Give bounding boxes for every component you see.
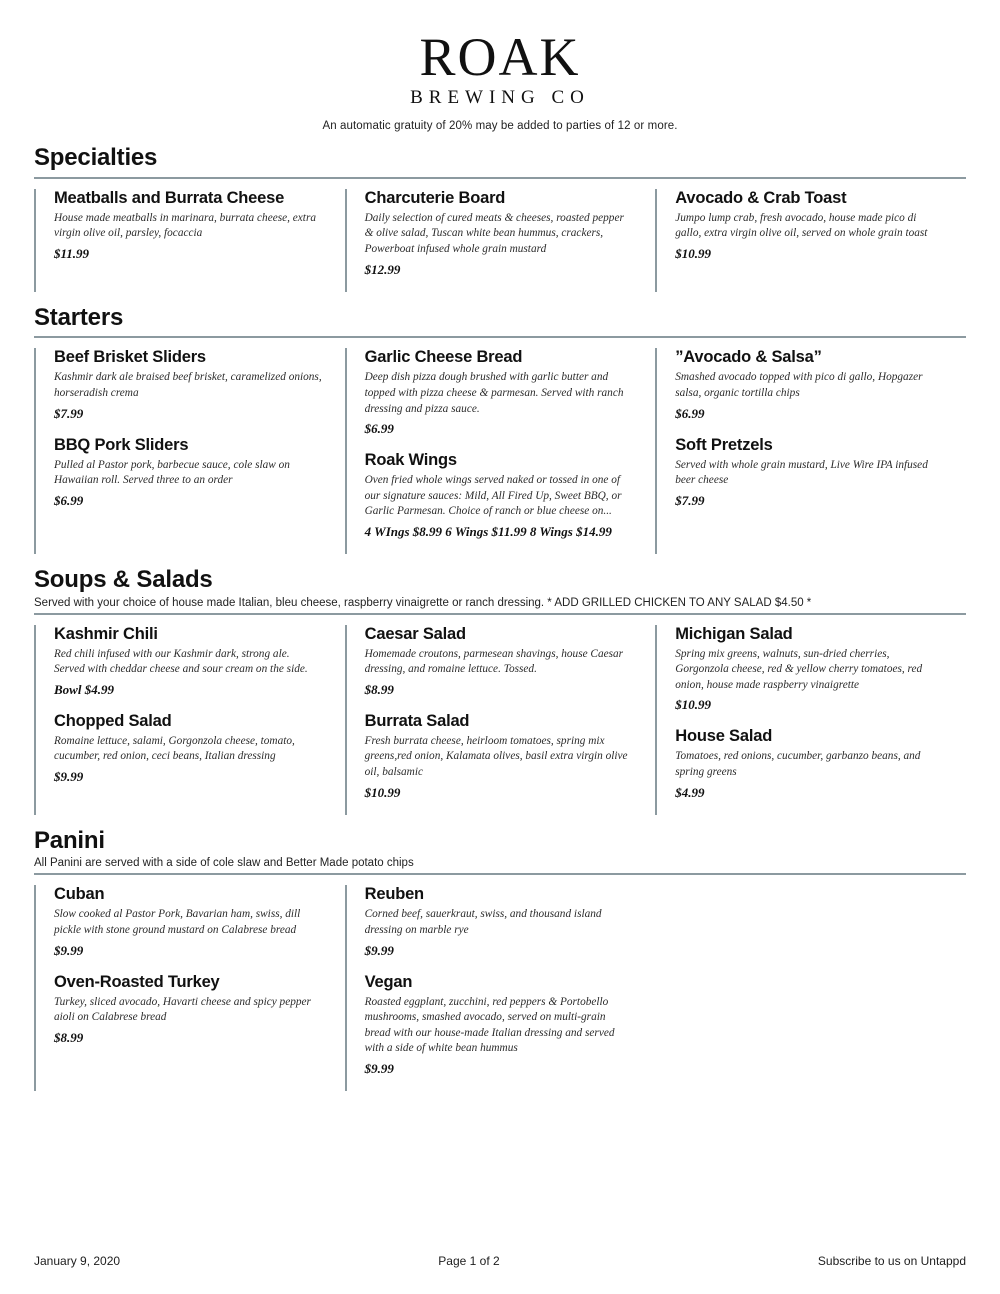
menu-item-description: Roasted eggplant, zucchini, red peppers & Portobello mushrooms, smashed avocado, served on multi-grain bread with our house-made Italian dressing and served with a side of white bean hummus xyxy=(364,995,615,1055)
menu-item-price: $8.99 xyxy=(364,681,394,697)
menu-section xyxy=(34,827,966,1091)
section-divider xyxy=(34,873,966,875)
menu-item-name: House Salad xyxy=(675,727,773,746)
menu-item-price: $9.99 xyxy=(364,942,394,958)
menu-item xyxy=(54,189,323,262)
menu-item-price: $7.99 xyxy=(675,492,705,508)
section-columns xyxy=(34,625,966,815)
menu-item-price: Bowl $4.99 xyxy=(54,681,114,697)
menu-item-price: $10.99 xyxy=(675,246,711,262)
section-columns xyxy=(34,348,966,553)
menu-item xyxy=(54,348,323,421)
menu-item xyxy=(54,973,323,1046)
brand-subtitle: BREWING CO xyxy=(410,87,590,109)
menu-item-description: Spring mix greens, walnuts, sun-dried cherries, Gorgonzola cheese, red & yellow cherry tomatoes, red onion, house made raspberry vinaigrette xyxy=(675,647,923,691)
menu-item-price: $6.99 xyxy=(364,421,394,437)
footer-page-number: Page 1 of 2 xyxy=(438,1254,500,1268)
menu-item-price: $9.99 xyxy=(364,1060,394,1076)
menu-item-name: ”Avocado & Salsa” xyxy=(675,348,822,367)
menu-item xyxy=(365,625,634,698)
menu-item-name: Reuben xyxy=(364,885,424,904)
menu-item-name: Soft Pretzels xyxy=(675,435,773,454)
menu-column xyxy=(655,348,966,553)
menu-section xyxy=(34,144,966,292)
menu-sections xyxy=(34,144,966,1091)
section-note: All Panini are served with a side of cole slaw and Better Made potato chips xyxy=(34,857,414,870)
menu-item-name: Roak Wings xyxy=(364,451,457,470)
menu-item-name: Burrata Salad xyxy=(364,711,470,730)
menu-item-description: Fresh burrata cheese, heirloom tomatoes, spring mix greens,red onion, Kalamata olives, basil extra virgin olive oil, balsamic xyxy=(364,734,628,778)
menu-item-price: $11.99 xyxy=(54,246,90,262)
section-title: Specialties xyxy=(34,144,158,172)
menu-column xyxy=(345,189,656,292)
menu-item xyxy=(365,885,634,958)
menu-item xyxy=(675,625,944,714)
menu-item xyxy=(54,885,323,958)
menu-item-name: Oven-Roasted Turkey xyxy=(54,972,220,991)
menu-section xyxy=(34,304,966,554)
footer-subscribe[interactable]: Subscribe to us on Untappd xyxy=(817,1254,966,1268)
menu-item-description: Slow cooked al Pastor Pork, Bavarian ham, swiss, dill pickle with stone ground mustard on Calabrese bread xyxy=(54,908,301,936)
menu-item xyxy=(675,348,944,421)
menu-item-price: $10.99 xyxy=(364,784,401,800)
menu-item xyxy=(54,436,323,509)
menu-item-name: Garlic Cheese Bread xyxy=(364,348,523,367)
gratuity-note: An automatic gratuity of 20% may be added to parties of 12 or more. xyxy=(322,120,678,133)
menu-item-name: BBQ Pork Sliders xyxy=(54,435,189,454)
menu-item-description: Served with whole grain mustard, Live Wire IPA infused beer cheese xyxy=(675,458,928,487)
brand-logo xyxy=(34,27,966,109)
menu-item xyxy=(365,712,634,801)
menu-item-description: Corned beef, sauerkraut, swiss, and thousand island dressing on marble rye xyxy=(364,908,602,936)
menu-item-name: Meatballs and Burrata Cheese xyxy=(54,188,285,207)
section-title: Soups & Salads xyxy=(34,565,213,593)
menu-item-description: Jumpo lump crab, fresh avocado, house made pico di gallo, extra virgin olive oil, served on whole grain toast xyxy=(675,211,928,240)
menu-item-description: Deep dish pizza dough brushed with garlic butter and topped with pizza cheese & parmesan. Served with ranch dressing and pizza sauce. xyxy=(364,371,624,415)
menu-item-name: Charcuterie Board xyxy=(364,188,506,207)
menu-column xyxy=(34,885,345,1090)
menu-item xyxy=(54,712,323,785)
menu-item xyxy=(54,625,323,698)
menu-item-price: $9.99 xyxy=(54,942,84,958)
menu-item xyxy=(675,727,944,800)
menu-item-price: $6.99 xyxy=(675,405,705,421)
section-title: Panini xyxy=(34,826,105,854)
section-columns xyxy=(34,189,966,292)
menu-item xyxy=(365,189,634,278)
menu-column xyxy=(655,625,966,815)
menu-column xyxy=(34,348,345,553)
menu-column xyxy=(345,885,656,1090)
menu-item-name: Caesar Salad xyxy=(364,624,466,643)
menu-item-description: House made meatballs in marinara, burrata cheese, extra virgin olive oil, parsley, focaccia xyxy=(54,211,316,240)
menu-item-price: $9.99 xyxy=(54,768,84,784)
page-footer xyxy=(34,1254,966,1268)
menu-item-price: $7.99 xyxy=(54,405,84,421)
menu-item-name: Beef Brisket Sliders xyxy=(54,348,206,367)
menu-item-price: $10.99 xyxy=(675,697,711,713)
menu-item-description: Homemade croutons, parmesean shavings, house Caesar dressing, and romaine lettuce. Tossed. xyxy=(364,647,624,676)
menu-column xyxy=(34,625,345,815)
brand-name: ROAK xyxy=(419,27,581,87)
menu-item-description: Romaine lettuce, salami, Gorgonzola cheese, tomato, cucumber, red onion, ceci beans, Italian dressing xyxy=(54,734,295,763)
menu-item xyxy=(365,973,634,1077)
menu-item-description: Smashed avocado topped with pico di gallo, Hopgazer salsa, organic tortilla chips xyxy=(675,371,923,399)
menu-item-description: Pulled al Pastor pork, barbecue sauce, cole slaw on Hawaiian roll. Served three to an order xyxy=(54,458,290,487)
menu-item-name: Cuban xyxy=(54,885,105,904)
menu-section xyxy=(34,566,966,815)
menu-item-name: Avocado & Crab Toast xyxy=(675,188,847,207)
menu-column xyxy=(345,625,656,815)
menu-column xyxy=(34,189,345,292)
section-columns xyxy=(34,885,966,1090)
section-note: Served with your choice of house made Italian, bleu cheese, raspberry vinaigrette or ranch dressing. * ADD GRILLED CHICKEN TO ANY SALAD $4.50 * xyxy=(34,596,812,609)
menu-item-name: Vegan xyxy=(364,972,413,991)
menu-item-description: Tomatoes, red onions, cucumber, garbanzo beans, and spring greens xyxy=(675,750,921,778)
section-divider xyxy=(34,336,966,338)
menu-item-name: Michigan Salad xyxy=(675,624,793,643)
menu-item-description: Oven fried whole wings served naked or tossed in one of our signature sauces: Mild, All Fired Up, Sweet BBQ, or Garlic Parmesan. Choice of ranch or blue cheese on... xyxy=(364,474,622,518)
menu-item-price: $6.99 xyxy=(54,492,84,508)
menu-item xyxy=(675,436,944,509)
section-divider xyxy=(34,177,966,179)
menu-item xyxy=(365,348,634,437)
menu-item-price: $4.99 xyxy=(675,784,705,800)
menu-item xyxy=(675,189,944,262)
menu-item-price: $8.99 xyxy=(54,1029,84,1045)
menu-column xyxy=(655,885,966,1090)
menu-item-description: Red chili infused with our Kashmir dark, strong ale. Served with cheddar cheese and sour cream on the side. xyxy=(54,647,308,676)
menu-column xyxy=(345,348,656,553)
menu-column xyxy=(655,189,966,292)
menu-item-description: Daily selection of cured meats & cheeses, roasted pepper & olive salad, Tuscan white bean hummus, crackers, Powerboat infused whole grain mustard xyxy=(364,211,624,256)
menu-item-price: $12.99 xyxy=(364,261,401,277)
menu-item xyxy=(365,451,634,540)
menu-item-name: Kashmir Chili xyxy=(54,624,158,643)
menu-item-price: 4 WIngs $8.99 6 Wings $11.99 8 Wings $14.99 xyxy=(364,523,612,539)
menu-item-description: Kashmir dark ale braised beef brisket, caramelized onions, horseradish crema xyxy=(54,371,322,399)
section-divider xyxy=(34,613,966,615)
section-title: Starters xyxy=(34,303,124,331)
menu-item-description: Turkey, sliced avocado, Havarti cheese and spicy pepper aioli on Calabrese bread xyxy=(54,995,311,1024)
footer-date: January 9, 2020 xyxy=(34,1254,121,1268)
menu-item-name: Chopped Salad xyxy=(54,711,172,730)
